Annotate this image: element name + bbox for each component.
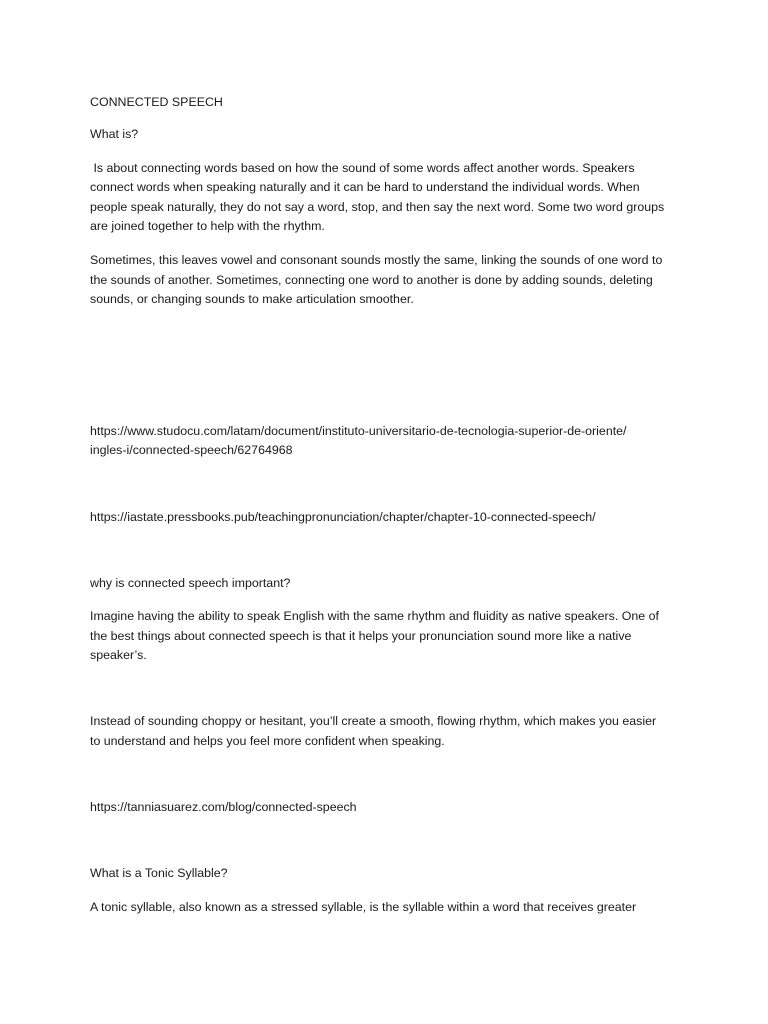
reference-link[interactable]: https://iastate.pressbooks.pub/teachingpronunciation/chapter/chapter-10-connected-speech/ <box>90 510 596 524</box>
paragraph-line: connect words when speaking naturally and it can be hard to understand the individual words. When <box>90 180 640 194</box>
question-heading: What is? <box>90 127 139 141</box>
paragraph-line: are joined together to help with the rhythm. <box>90 219 325 233</box>
question-heading: What is a Tonic Syllable? <box>90 866 228 880</box>
paragraph-line: to understand and helps you feel more confident when speaking. <box>90 734 445 748</box>
reference-link[interactable]: ingles-i/connected-speech/62764968 <box>90 443 293 457</box>
paragraph-line: A tonic syllable, also known as a stressed syllable, is the syllable within a word that receives greater <box>90 900 637 914</box>
paragraph-line: people speak naturally, they do not say a word, stop, and then say the next word. Some two word groups <box>90 200 665 214</box>
paragraph-line: Sometimes, this leaves vowel and consonant sounds mostly the same, linking the sounds of one word to <box>90 253 663 267</box>
paragraph-line: Is about connecting words based on how the sound of some words affect another words. Speakers <box>90 161 635 175</box>
paragraph-line: Instead of sounding choppy or hesitant, you’ll create a smooth, flowing rhythm, which makes you easier <box>90 714 657 728</box>
paragraph-line: sounds, or changing sounds to make articulation smoother. <box>90 292 414 306</box>
document-title: CONNECTED SPEECH <box>90 95 223 109</box>
question-heading: why is connected speech important? <box>90 576 291 590</box>
reference-link[interactable]: https://tanniasuarez.com/blog/connected-speech <box>90 800 357 814</box>
paragraph-line: the best things about connected speech is that it helps your pronunciation sound more like a native <box>90 629 632 643</box>
paragraph-line: Imagine having the ability to speak English with the same rhythm and fluidity as native speakers. One of <box>90 609 659 623</box>
paragraph-line: speaker’s. <box>90 648 147 662</box>
reference-link[interactable]: https://www.studocu.com/latam/document/instituto-universitario-de-tecnologia-superior-de-oriente/ <box>90 424 627 438</box>
paragraph-line: the sounds of another. Sometimes, connecting one word to another is done by adding sounds, deleting <box>90 273 653 287</box>
